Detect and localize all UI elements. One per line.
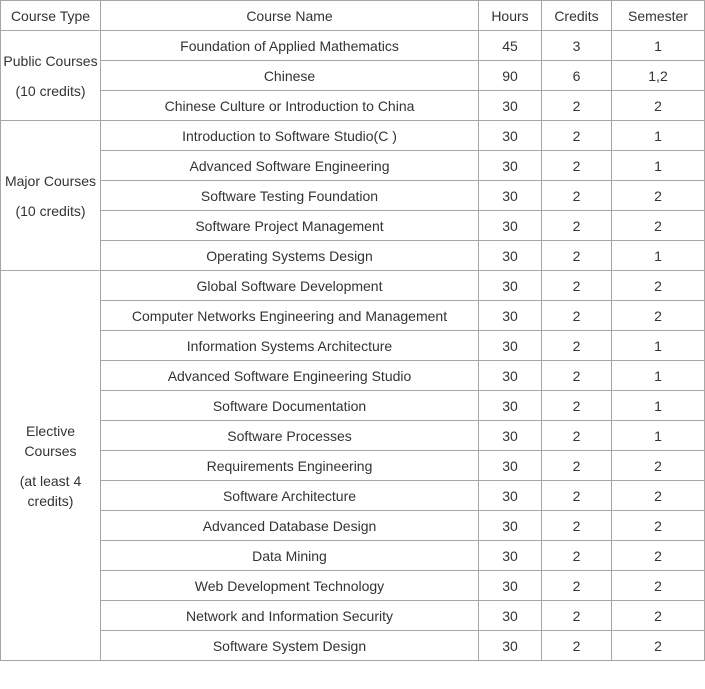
semester-cell: 2 bbox=[612, 631, 705, 661]
hours-cell: 90 bbox=[479, 61, 542, 91]
credits-cell: 2 bbox=[542, 331, 612, 361]
course-name-cell: Software Processes bbox=[101, 421, 479, 451]
semester-cell: 2 bbox=[612, 271, 705, 301]
course-name-cell: Software Architecture bbox=[101, 481, 479, 511]
hours-cell: 30 bbox=[479, 601, 542, 631]
table-row bbox=[1, 601, 705, 631]
credits-cell: 2 bbox=[542, 481, 612, 511]
semester-cell: 1,2 bbox=[612, 61, 705, 91]
header-credits: Credits bbox=[542, 1, 612, 31]
semester-cell: 2 bbox=[612, 91, 705, 121]
credits-cell: 2 bbox=[542, 631, 612, 661]
table-body bbox=[1, 31, 705, 661]
course-name-cell: Advanced Software Engineering bbox=[101, 151, 479, 181]
hours-cell: 30 bbox=[479, 121, 542, 151]
course-name-cell: Software Testing Foundation bbox=[101, 181, 479, 211]
course-type-name: Public Courses bbox=[3, 52, 98, 69]
table-row bbox=[1, 181, 705, 211]
header-hours: Hours bbox=[479, 1, 542, 31]
hours-cell: 30 bbox=[479, 361, 542, 391]
course-type-cell bbox=[1, 121, 101, 271]
hours-cell: 30 bbox=[479, 241, 542, 271]
course-name-cell: Chinese Culture or Introduction to China bbox=[101, 91, 479, 121]
course-name-cell: Software Documentation bbox=[101, 391, 479, 421]
semester-cell: 1 bbox=[612, 241, 705, 271]
table-row bbox=[1, 511, 705, 541]
hours-cell: 30 bbox=[479, 511, 542, 541]
course-type-name: Elective Courses bbox=[24, 422, 77, 459]
course-name-cell: Requirements Engineering bbox=[101, 451, 479, 481]
credits-cell: 2 bbox=[542, 571, 612, 601]
course-name-cell: Foundation of Applied Mathematics bbox=[101, 31, 479, 61]
hours-cell: 45 bbox=[479, 31, 542, 61]
hours-cell: 30 bbox=[479, 181, 542, 211]
table-row bbox=[1, 271, 705, 301]
course-name-cell: Software System Design bbox=[101, 631, 479, 661]
hours-cell: 30 bbox=[479, 151, 542, 181]
credits-cell: 3 bbox=[542, 31, 612, 61]
table-row bbox=[1, 541, 705, 571]
credits-cell: 2 bbox=[542, 211, 612, 241]
table-row bbox=[1, 481, 705, 511]
course-name-cell: Network and Information Security bbox=[101, 601, 479, 631]
credits-cell: 2 bbox=[542, 121, 612, 151]
table-row bbox=[1, 31, 705, 61]
hours-cell: 30 bbox=[479, 301, 542, 331]
header-course-type: Course Type bbox=[1, 1, 101, 31]
semester-cell: 2 bbox=[612, 211, 705, 241]
credits-cell: 2 bbox=[542, 271, 612, 301]
course-type-credits-note: (at least 4 credits) bbox=[19, 472, 82, 509]
course-name-cell: Global Software Development bbox=[101, 271, 479, 301]
header-course-name: Course Name bbox=[101, 1, 479, 31]
table-row bbox=[1, 451, 705, 481]
course-name-cell: Advanced Software Engineering Studio bbox=[101, 361, 479, 391]
table-row bbox=[1, 421, 705, 451]
course-type-cell bbox=[1, 31, 101, 121]
course-name-cell: Data Mining bbox=[101, 541, 479, 571]
credits-cell: 2 bbox=[542, 151, 612, 181]
course-name-cell: Web Development Technology bbox=[101, 571, 479, 601]
course-type-credits-note: (10 credits) bbox=[15, 82, 86, 99]
semester-cell: 1 bbox=[612, 31, 705, 61]
hours-cell: 30 bbox=[479, 91, 542, 121]
semester-cell: 2 bbox=[612, 511, 705, 541]
course-name-cell: Chinese bbox=[101, 61, 479, 91]
table-row bbox=[1, 211, 705, 241]
semester-cell: 2 bbox=[612, 601, 705, 631]
table-row bbox=[1, 391, 705, 421]
hours-cell: 30 bbox=[479, 391, 542, 421]
hours-cell: 30 bbox=[479, 481, 542, 511]
table-row bbox=[1, 121, 705, 151]
table-row bbox=[1, 631, 705, 661]
semester-cell: 1 bbox=[612, 361, 705, 391]
course-type-name: Major Courses bbox=[4, 172, 97, 189]
semester-cell: 2 bbox=[612, 571, 705, 601]
semester-cell: 2 bbox=[612, 181, 705, 211]
semester-cell: 2 bbox=[612, 451, 705, 481]
course-name-cell: Operating Systems Design bbox=[101, 241, 479, 271]
semester-cell: 1 bbox=[612, 331, 705, 361]
table-row bbox=[1, 91, 705, 121]
credits-cell: 2 bbox=[542, 601, 612, 631]
hours-cell: 30 bbox=[479, 331, 542, 361]
course-name-cell: Computer Networks Engineering and Management bbox=[101, 301, 479, 331]
semester-cell: 2 bbox=[612, 301, 705, 331]
credits-cell: 2 bbox=[542, 181, 612, 211]
hours-cell: 30 bbox=[479, 421, 542, 451]
table-row bbox=[1, 571, 705, 601]
semester-cell: 1 bbox=[612, 421, 705, 451]
course-name-cell: Software Project Management bbox=[101, 211, 479, 241]
table-row bbox=[1, 301, 705, 331]
credits-cell: 2 bbox=[542, 391, 612, 421]
hours-cell: 30 bbox=[479, 571, 542, 601]
hours-cell: 30 bbox=[479, 451, 542, 481]
credits-cell: 2 bbox=[542, 241, 612, 271]
course-type-cell bbox=[1, 271, 101, 661]
table-row bbox=[1, 61, 705, 91]
credits-cell: 2 bbox=[542, 91, 612, 121]
hours-cell: 30 bbox=[479, 541, 542, 571]
semester-cell: 1 bbox=[612, 121, 705, 151]
semester-cell: 2 bbox=[612, 541, 705, 571]
credits-cell: 2 bbox=[542, 361, 612, 391]
semester-cell: 1 bbox=[612, 151, 705, 181]
semester-cell: 1 bbox=[612, 391, 705, 421]
hours-cell: 30 bbox=[479, 211, 542, 241]
course-name-cell: Advanced Database Design bbox=[101, 511, 479, 541]
course-name-cell: Information Systems Architecture bbox=[101, 331, 479, 361]
semester-cell: 2 bbox=[612, 481, 705, 511]
hours-cell: 30 bbox=[479, 631, 542, 661]
credits-cell: 2 bbox=[542, 541, 612, 571]
header-row bbox=[1, 1, 705, 31]
course-name-cell: Introduction to Software Studio(C ) bbox=[101, 121, 479, 151]
table-row bbox=[1, 361, 705, 391]
header-semester: Semester bbox=[612, 1, 705, 31]
table-row bbox=[1, 151, 705, 181]
credits-cell: 2 bbox=[542, 511, 612, 541]
credits-cell: 2 bbox=[542, 451, 612, 481]
credits-cell: 2 bbox=[542, 421, 612, 451]
table-row bbox=[1, 241, 705, 271]
credits-cell: 6 bbox=[542, 61, 612, 91]
course-type-credits-note: (10 credits) bbox=[15, 202, 86, 219]
table-row bbox=[1, 331, 705, 361]
credits-cell: 2 bbox=[542, 301, 612, 331]
hours-cell: 30 bbox=[479, 271, 542, 301]
